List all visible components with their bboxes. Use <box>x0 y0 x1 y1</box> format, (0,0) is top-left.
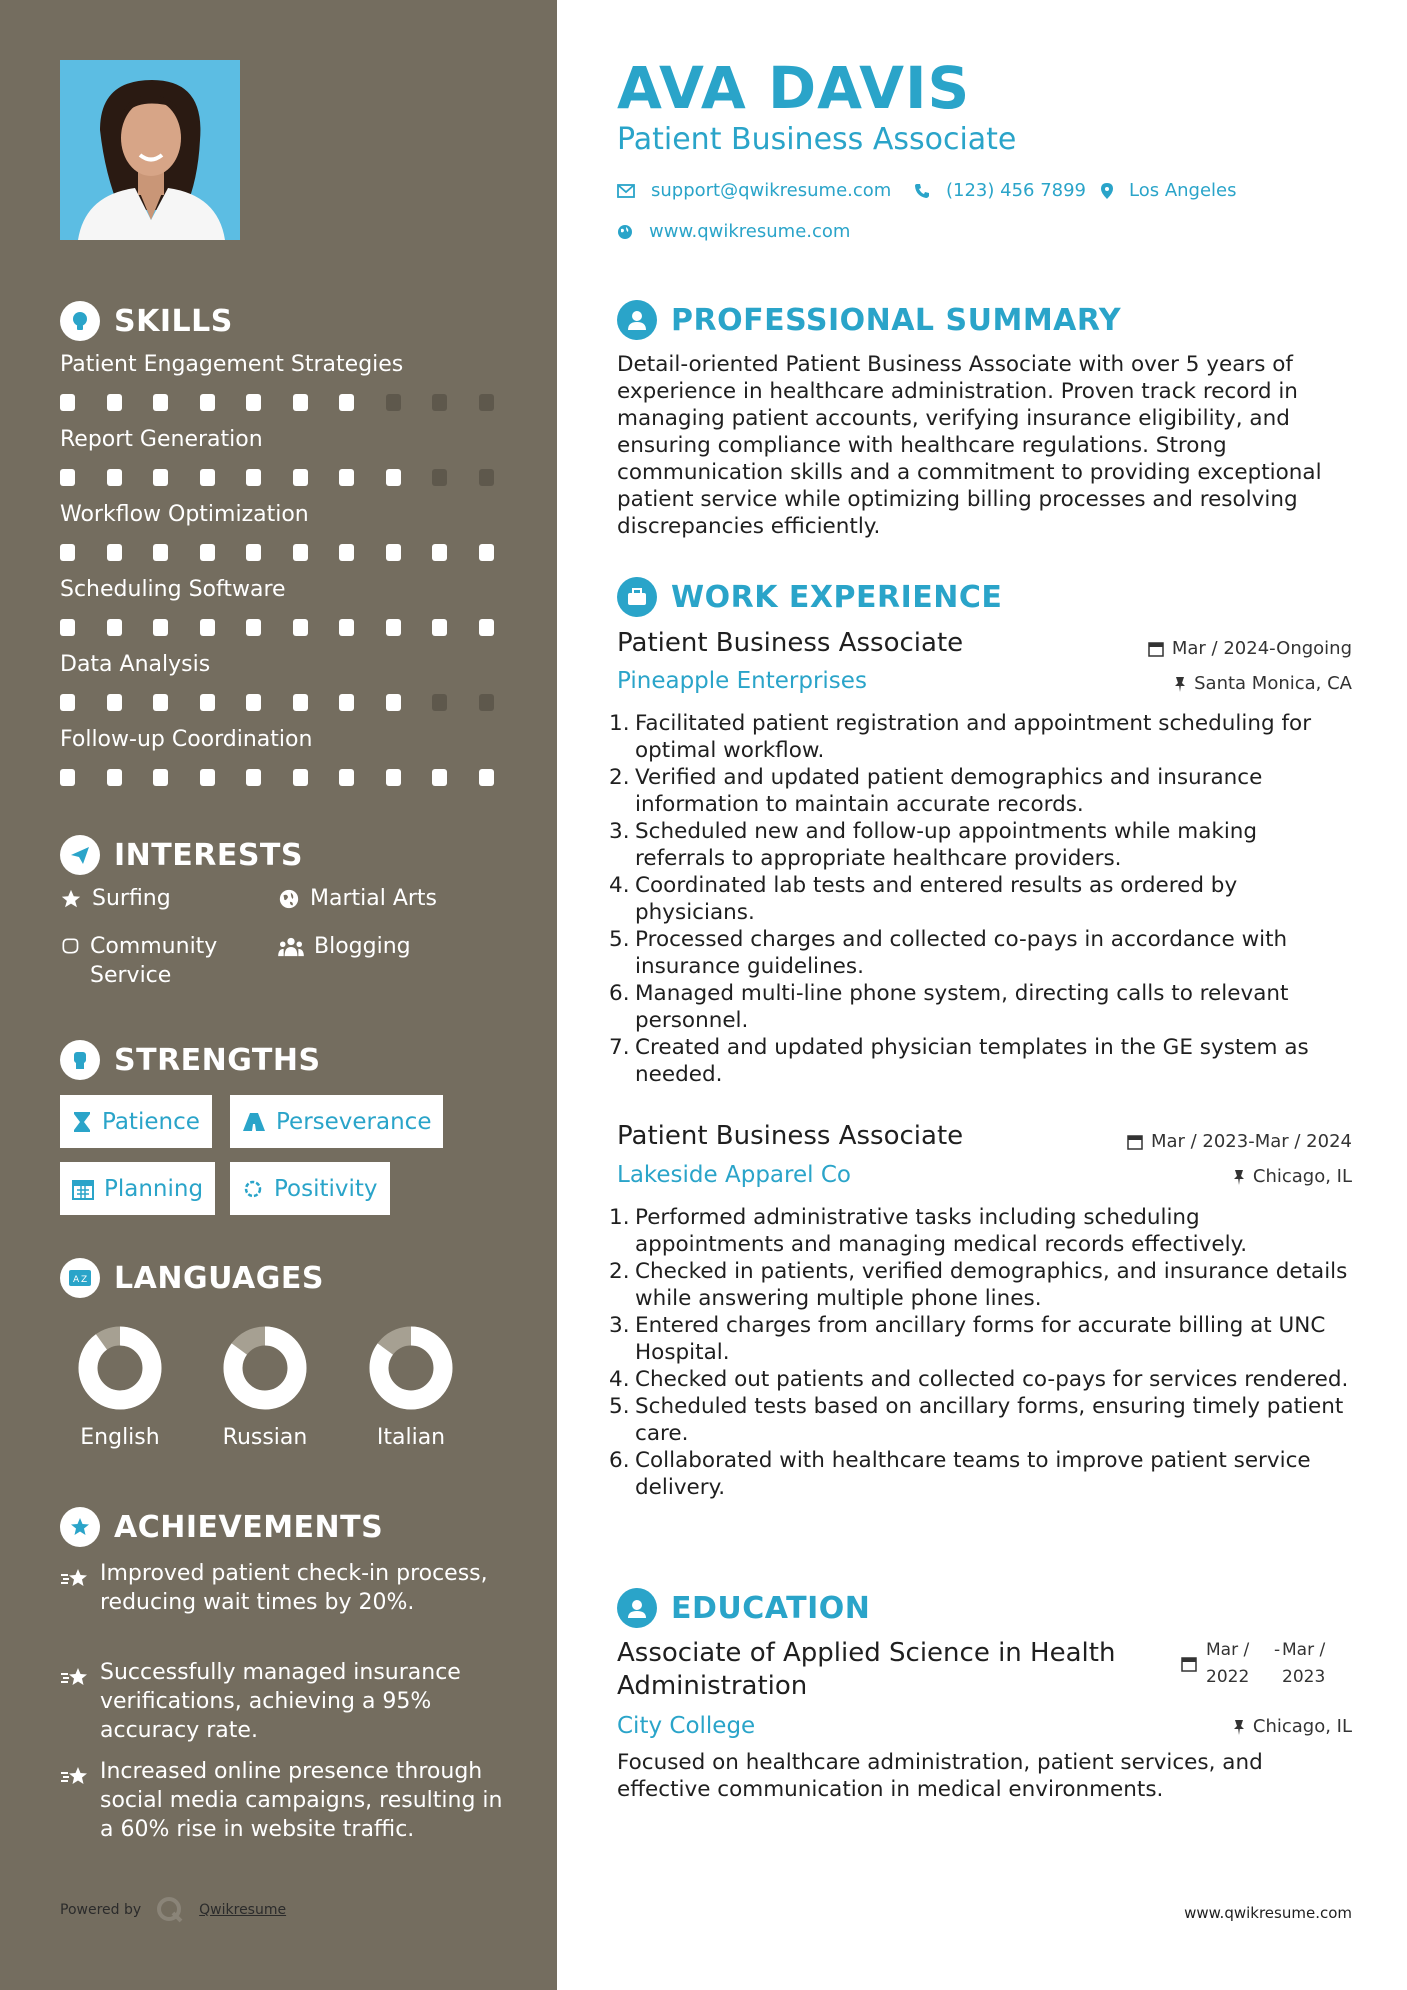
job-title: Patient Business Associate <box>617 628 964 658</box>
experience-heading <box>617 577 1002 617</box>
skill-level-dot <box>246 544 261 561</box>
achievement-text: Increased online presence through social media campaigns, resulting in a 60% rise in website traffic. <box>100 1759 503 1842</box>
paper-plane-icon <box>60 835 100 875</box>
task-item: Verified and updated patient demographics and insurance information to maintain accurate records. <box>635 765 1263 817</box>
skill-level-dot <box>60 544 75 561</box>
interest-label: Surfing <box>92 886 171 911</box>
education-description: Focused on healthcare administration, patient services, and effective communication in medical environments. <box>617 1750 1263 1802</box>
skill-level-dot <box>246 694 261 711</box>
hourglass-icon <box>72 1111 92 1133</box>
strength-label: Planning <box>104 1175 204 1202</box>
interest-item <box>278 884 437 913</box>
job-dates-text: Mar / 2024-Ongoing <box>1171 638 1352 659</box>
skill-level-dot <box>200 469 215 486</box>
summary-heading <box>617 300 1121 340</box>
skill-level-dot <box>293 694 308 711</box>
skill-level-dot <box>432 694 447 711</box>
calendar-icon <box>1127 1134 1143 1150</box>
skill-level-dot <box>293 769 308 786</box>
achievement-item <box>60 1757 510 1844</box>
skill-level-dot <box>200 394 215 411</box>
experience-title: WORK EXPERIENCE <box>671 579 1003 615</box>
skill-level-dot <box>293 469 308 486</box>
language-name: Russian <box>222 1425 308 1450</box>
strength-badge <box>230 1095 443 1148</box>
contact-website[interactable] <box>617 221 850 242</box>
skill-level-dot <box>60 769 75 786</box>
task-item: Processed charges and collected co-pays in accordance with insurance guidelines. <box>635 927 1288 979</box>
phone-icon <box>914 183 930 199</box>
skill-item <box>60 350 500 425</box>
language-item <box>70 1325 170 1450</box>
education-separator: - <box>1274 1640 1281 1660</box>
contact-location <box>1101 180 1237 201</box>
main-content <box>617 0 1352 1990</box>
skill-level-dots <box>60 380 500 420</box>
fist-icon <box>60 1040 100 1080</box>
skill-level-dot <box>293 619 308 636</box>
skill-level-dot <box>107 469 122 486</box>
language-name: English <box>80 1425 160 1450</box>
skill-level-dot <box>339 619 354 636</box>
skill-name: Follow-up Coordination <box>60 727 313 752</box>
map-marker-icon <box>1101 183 1113 199</box>
skill-item <box>60 500 500 575</box>
calendar-icon <box>1148 641 1164 657</box>
job-tasks <box>609 710 1352 1088</box>
briefcase-icon <box>617 577 657 617</box>
skill-level-dot <box>153 469 168 486</box>
skill-level-dot <box>386 769 401 786</box>
powered-by-label: Powered by <box>60 1902 142 1918</box>
skill-level-dots <box>60 455 500 495</box>
sidebar <box>0 0 557 1990</box>
job-title: Patient Business Associate <box>617 1121 964 1151</box>
education-heading <box>617 1588 870 1628</box>
task-item: Facilitated patient registration and appointment scheduling for optimal workflow. <box>635 711 1312 763</box>
interest-item <box>60 884 171 913</box>
strength-label: Patience <box>102 1108 200 1135</box>
star-icon <box>60 888 82 910</box>
task-item: Scheduled tests based on ancillary forms, ensuring timely patient care. <box>635 1394 1344 1446</box>
language-icon <box>60 1258 100 1298</box>
company-name: Lakeside Apparel Co <box>617 1162 851 1188</box>
achievement-item <box>60 1559 510 1617</box>
job-dates <box>1127 1131 1352 1152</box>
skill-level-dot <box>432 619 447 636</box>
skill-level-dot <box>246 619 261 636</box>
achievement-text: Successfully managed insurance verifications, achieving a 95% accuracy rate. <box>100 1660 461 1743</box>
powered-by <box>60 1895 286 1925</box>
job-dates-text: Mar / 2023-Mar / 2024 <box>1150 1131 1352 1152</box>
skills-heading <box>60 301 233 341</box>
sun-icon <box>242 1178 264 1200</box>
skill-level-dot <box>386 394 401 411</box>
skill-level-dot <box>479 544 494 561</box>
school-name: City College <box>617 1713 756 1739</box>
skill-level-dot <box>107 394 122 411</box>
language-donut <box>77 1325 163 1411</box>
skill-level-dot <box>200 694 215 711</box>
candidate-role: Patient Business Associate <box>617 122 1017 157</box>
star-icon <box>60 1666 90 1690</box>
education-location <box>1233 1716 1352 1737</box>
lightbulb-icon <box>60 301 100 341</box>
task-item: Entered charges from ancillary forms for accurate billing at UNC Hospital. <box>635 1313 1326 1365</box>
skill-level-dot <box>386 544 401 561</box>
trophy-star-icon <box>60 1507 100 1547</box>
contact-email[interactable] <box>617 180 891 201</box>
phone-text: (123) 456 7899 <box>946 180 1087 201</box>
job-location-text: Santa Monica, CA <box>1194 673 1352 694</box>
skill-level-dot <box>339 544 354 561</box>
skill-level-dot <box>153 619 168 636</box>
envelope-icon <box>617 184 635 198</box>
achievement-text: Improved patient check-in process, reducing wait times by 20%. <box>100 1561 488 1615</box>
skill-item <box>60 425 500 500</box>
skill-level-dot <box>246 769 261 786</box>
education-title: EDUCATION <box>671 1590 871 1626</box>
skill-level-dot <box>386 694 401 711</box>
pin-icon <box>1233 1169 1245 1185</box>
footer-url[interactable]: www.qwikresume.com <box>1184 1904 1352 1922</box>
skill-level-dots <box>60 605 500 645</box>
language-donut <box>368 1325 454 1411</box>
skill-level-dot <box>60 394 75 411</box>
strengths-title: STRENGTHS <box>114 1042 321 1078</box>
job-location <box>1233 1166 1352 1187</box>
graduation-icon <box>617 1588 657 1628</box>
strength-label: Positivity <box>274 1175 378 1202</box>
globe-icon <box>278 888 300 910</box>
task-item: Coordinated lab tests and entered results as ordered by physicians. <box>635 873 1238 925</box>
skill-level-dot <box>479 469 494 486</box>
skill-level-dot <box>60 619 75 636</box>
job-dates <box>1148 638 1352 659</box>
interest-item <box>278 932 411 961</box>
user-icon <box>617 300 657 340</box>
language-item <box>361 1325 461 1450</box>
summary-title: PROFESSIONAL SUMMARY <box>671 302 1122 338</box>
skill-level-dot <box>293 544 308 561</box>
company-name: Pineapple Enterprises <box>617 668 867 694</box>
skill-item <box>60 575 500 650</box>
candidate-name: AVA DAVIS <box>617 54 971 122</box>
skill-level-dots <box>60 530 500 570</box>
skill-level-dot <box>153 769 168 786</box>
pin-icon <box>1174 676 1186 692</box>
skill-level-dot <box>60 694 75 711</box>
person-photo-icon <box>60 60 240 240</box>
skill-level-dot <box>479 769 494 786</box>
contact-phone[interactable] <box>914 180 1086 201</box>
summary-text: Detail-oriented Patient Business Associate with over 5 years of experience in healthcare administration. Proven track record in managing patient accounts, verifying insurance eligibility, and ensuring compliance with healthcare regulations. Strong communication skills and a commitment to providing exceptional patient service while optimizing billing processes and resolving discrepancies efficiently. <box>617 352 1322 539</box>
interest-item <box>60 932 260 990</box>
task-item: Checked out patients and collected co-pays for services rendered. <box>635 1367 1349 1392</box>
skill-level-dot <box>246 469 261 486</box>
globe-icon <box>617 224 633 240</box>
location-text: Los Angeles <box>1129 180 1237 201</box>
task-item: Scheduled new and follow-up appointments while making referrals to appropriate healthcare providers. <box>635 819 1258 871</box>
star-icon <box>60 1765 90 1789</box>
skills-title: SKILLS <box>114 303 233 339</box>
skill-item <box>60 725 500 800</box>
skill-level-dot <box>60 469 75 486</box>
skill-level-dot <box>293 394 308 411</box>
interests-title: INTERESTS <box>114 837 303 873</box>
skill-level-dot <box>432 394 447 411</box>
svg-text:A: A <box>73 1275 80 1285</box>
strength-badge <box>60 1095 212 1148</box>
skill-name: Patient Engagement Strategies <box>60 352 404 377</box>
skill-level-dot <box>479 619 494 636</box>
skill-level-dot <box>339 394 354 411</box>
skill-level-dots <box>60 755 500 795</box>
skill-level-dot <box>200 544 215 561</box>
skill-level-dots <box>60 680 500 720</box>
skill-level-dot <box>200 619 215 636</box>
language-item <box>215 1325 315 1450</box>
strength-badge <box>60 1162 215 1215</box>
skill-level-dot <box>432 769 447 786</box>
skill-name: Report Generation <box>60 427 263 452</box>
job-location <box>1174 673 1352 694</box>
education-end: Mar / 2023 <box>1282 1640 1326 1687</box>
qwikresume-link[interactable]: Qwikresume <box>199 1902 287 1918</box>
skill-level-dot <box>200 769 215 786</box>
languages-heading <box>60 1258 324 1298</box>
hand-icon <box>60 936 80 956</box>
road-icon <box>242 1112 266 1132</box>
users-icon <box>278 936 304 958</box>
achievements-heading <box>60 1507 383 1547</box>
skill-level-dot <box>432 544 447 561</box>
skill-level-dot <box>432 469 447 486</box>
task-item: Checked in patients, verified demographics, and insurance details while answering multiple phone lines. <box>635 1259 1348 1311</box>
skill-level-dot <box>153 394 168 411</box>
svg-text:Z: Z <box>81 1275 88 1285</box>
website-text: www.qwikresume.com <box>649 221 851 242</box>
skill-level-dot <box>386 469 401 486</box>
education-location-text: Chicago, IL <box>1252 1716 1352 1737</box>
skill-name: Scheduling Software <box>60 577 286 602</box>
email-text: support@qwikresume.com <box>651 180 892 201</box>
skill-level-dot <box>153 544 168 561</box>
strength-badge <box>230 1162 390 1215</box>
achievement-item <box>60 1658 510 1745</box>
qwikresume-logo-icon <box>155 1895 185 1925</box>
language-donut-fill <box>88 1336 152 1400</box>
skill-level-dot <box>479 694 494 711</box>
achievements-title: ACHIEVEMENTS <box>114 1509 384 1545</box>
skill-level-dot <box>107 694 122 711</box>
skill-level-dot <box>153 694 168 711</box>
language-name: Italian <box>376 1425 446 1450</box>
job-location-text: Chicago, IL <box>1252 1166 1352 1187</box>
skill-level-dot <box>107 769 122 786</box>
skill-level-dot <box>339 694 354 711</box>
languages-title: LANGUAGES <box>114 1260 324 1296</box>
skill-level-dot <box>479 394 494 411</box>
calendar-icon <box>1181 1656 1197 1672</box>
skill-level-dot <box>246 394 261 411</box>
task-item: Managed multi-line phone system, directing calls to relevant personnel. <box>635 981 1289 1033</box>
interests-heading <box>60 835 303 875</box>
task-item: Collaborated with healthcare teams to improve patient service delivery. <box>635 1448 1311 1500</box>
pin-icon <box>1233 1719 1245 1735</box>
task-item: Created and updated physician templates in the GE system as needed. <box>635 1035 1309 1087</box>
profile-photo <box>60 60 240 240</box>
job-tasks <box>609 1204 1352 1501</box>
skill-level-dot <box>339 769 354 786</box>
strengths-heading <box>60 1040 321 1080</box>
skill-name: Data Analysis <box>60 652 211 677</box>
interest-label: Community Service <box>90 934 218 988</box>
calendar-icon <box>72 1178 94 1200</box>
task-item: Performed administrative tasks including scheduling appointments and managing medical records effectively. <box>635 1205 1248 1257</box>
interest-label: Martial Arts <box>310 886 438 911</box>
skill-level-dot <box>386 619 401 636</box>
star-icon <box>60 1567 90 1591</box>
strength-label: Perseverance <box>276 1108 432 1135</box>
skill-item <box>60 650 500 725</box>
education-start: Mar / 2022 <box>1206 1640 1250 1687</box>
interest-label: Blogging <box>314 934 411 959</box>
skills-list <box>60 350 500 800</box>
skill-level-dot <box>107 619 122 636</box>
skill-level-dot <box>107 544 122 561</box>
skill-name: Workflow Optimization <box>60 502 309 527</box>
language-donut <box>222 1325 308 1411</box>
skill-level-dot <box>339 469 354 486</box>
degree-title: Associate of Applied Science in Health Administration <box>617 1638 1116 1701</box>
